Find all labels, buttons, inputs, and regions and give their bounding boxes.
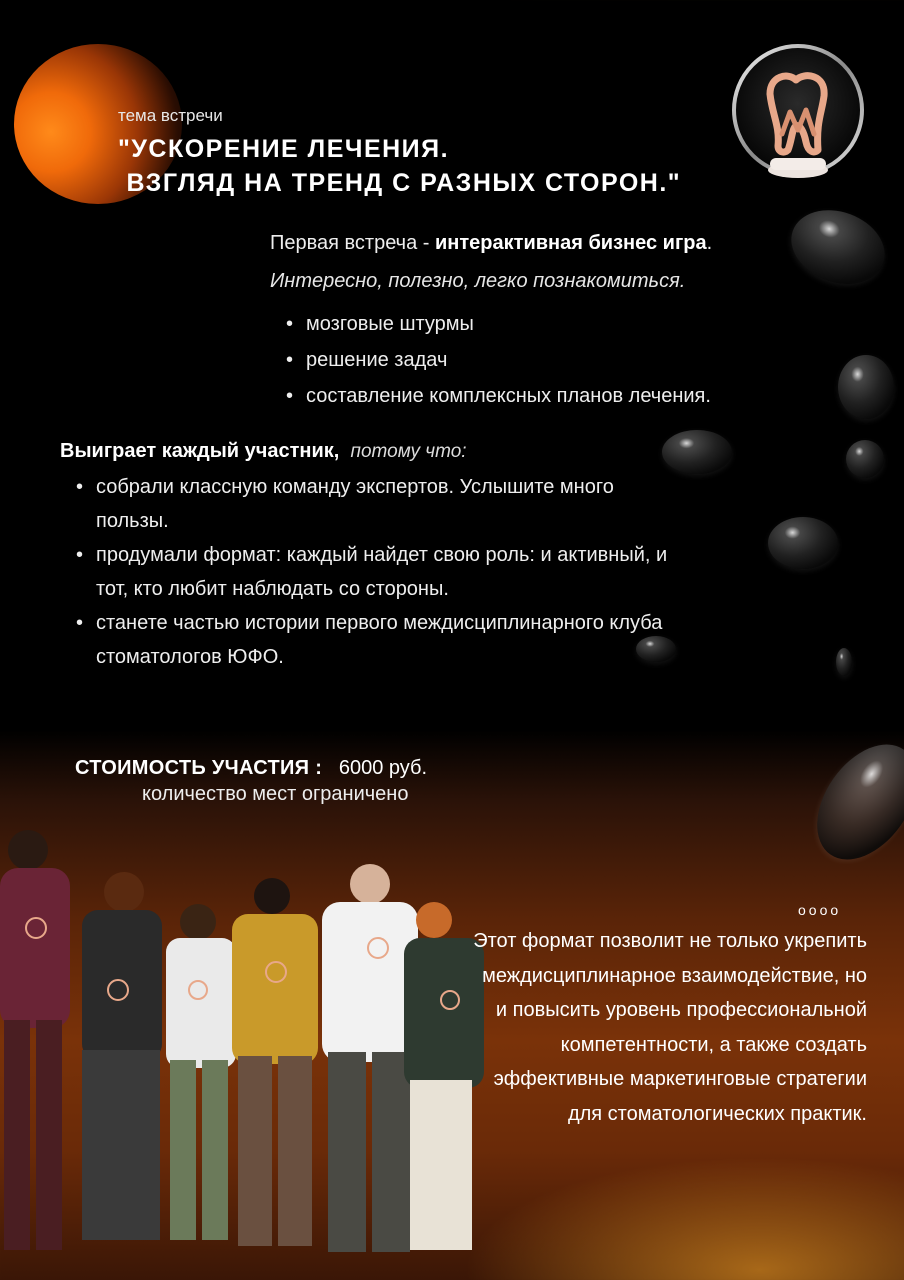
decorative-bubble xyxy=(768,517,838,569)
list-item: • продумали формат: каждый найдет свою роль: и активный, и тот, кто любит наблюдать со стороны. xyxy=(72,538,676,606)
list-item: • станете частью истории первого междисциплинарного клуба стоматологов ЮФО. xyxy=(72,606,736,674)
format-description: Этот формат позволит не только укрепить междисциплинарное взаимодействие, но и повысить уровень профессиональной компетентности, а также создать эффективные маркетинговые стратегии для стоматологических практик. xyxy=(473,930,867,1125)
intro-suffix: . xyxy=(706,232,713,254)
list-item: • собрали классную команду экспертов. Услышите много пользы. xyxy=(72,470,656,538)
intro-highlight: интерактивная бизнес игра xyxy=(435,232,707,254)
list-item: • мозговые штурмы xyxy=(282,306,711,342)
list-item: • решение задач xyxy=(282,342,711,378)
list-item: • составление комплексных планов лечения. xyxy=(282,378,711,414)
benefits-heading-italic: потому что: xyxy=(350,441,467,462)
decorative-bubble xyxy=(797,726,904,878)
price-label: СТОИМОСТЬ УЧАСТИЯ : xyxy=(75,757,323,779)
decorative-dots: oooo xyxy=(798,902,842,918)
seats-note: количество мест ограничено xyxy=(142,783,409,805)
meeting-activities-list xyxy=(282,306,711,414)
page-title: "УСКОРЕНИЕ ЛЕЧЕНИЯ. ВЗГЛЯД НА ТРЕНД С РАЗНЫХ СТОРОН." xyxy=(118,135,682,197)
decorative-bubble xyxy=(781,198,895,297)
decorative-bubble xyxy=(662,430,732,474)
intro-line xyxy=(270,232,712,255)
decorative-bubble xyxy=(838,355,894,419)
benefits-list xyxy=(72,470,752,674)
intro-subtitle: Интересно, полезно, легко познакомиться. xyxy=(270,270,686,292)
decorative-bubble xyxy=(836,648,852,676)
benefits-heading-bold: Выиграет каждый участник, xyxy=(60,440,340,462)
intro-prefix: Первая встреча - xyxy=(270,232,435,254)
price-line xyxy=(75,757,427,780)
benefits-heading xyxy=(60,440,467,463)
group-of-people-image xyxy=(0,820,500,1280)
price-value: 6000 руб. xyxy=(338,757,428,779)
topic-label: тема встречи xyxy=(118,106,223,125)
decorative-bubble xyxy=(846,440,884,478)
tooth-logo-icon xyxy=(730,42,866,178)
